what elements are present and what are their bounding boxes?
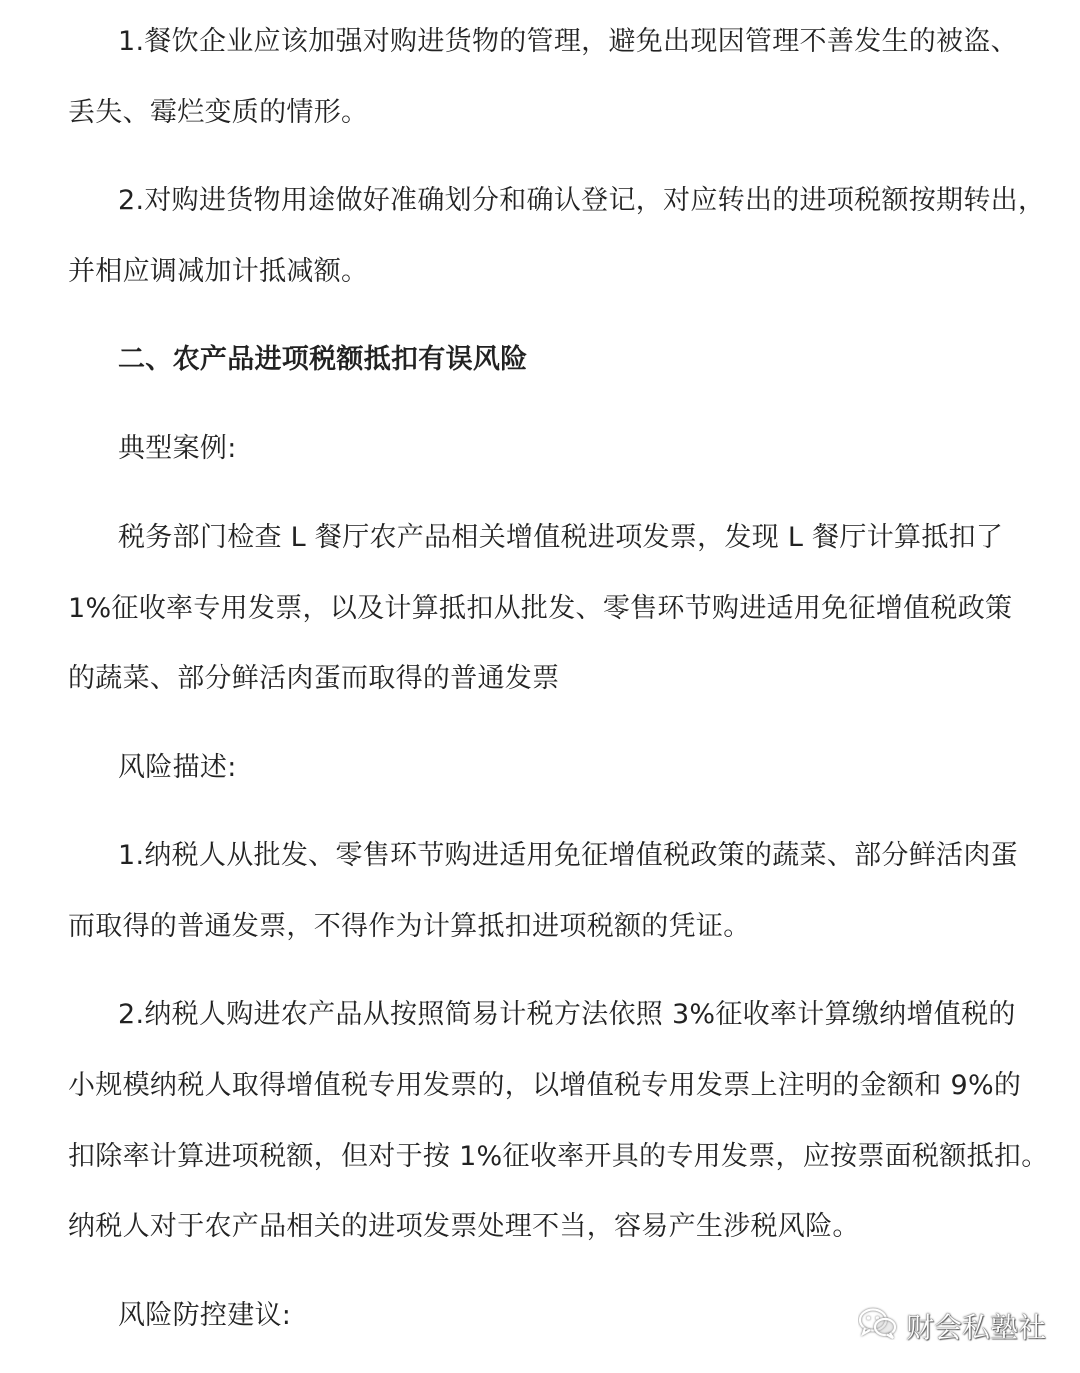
case-line-3: 的蔬菜、部分鲜活肉蛋而取得的普通发票 bbox=[68, 663, 560, 694]
risk-2-line-2: 小规模纳税人取得增值税专用发票的，以增值税专用发票上注明的金额和 9%的 bbox=[68, 1070, 1022, 1101]
watermark-text: 财会私塾社 bbox=[905, 1310, 1046, 1344]
wechat-icon bbox=[858, 1306, 898, 1349]
case-line-1: 税务部门检查 L 餐厅农产品相关增值税进项发票，发现 L 餐厅计算抵扣了 bbox=[118, 522, 1004, 553]
risk-2-line-1: 2.纳税人购进农产品从按照简易计税方法依照 3%征收率计算缴纳增值税的 bbox=[118, 999, 1016, 1030]
risk-2-line-4: 纳税人对于农产品相关的进项发票处理不当，容易产生涉税风险。 bbox=[68, 1211, 860, 1242]
paragraph-2-line-1: 2.对购进货物用途做好准确划分和确认登记，对应转出的进项税额按期转出， bbox=[118, 185, 1046, 216]
watermark bbox=[858, 1306, 1046, 1349]
case-line-2: 1%征收率专用发票，以及计算抵扣从批发、零售环节购进适用免征增值税政策 bbox=[68, 593, 1013, 624]
risk-1-line-2: 而取得的普通发票，不得作为计算抵扣进项税额的凭证。 bbox=[68, 911, 751, 942]
case-label: 典型案例: bbox=[118, 433, 237, 464]
risk-2-line-3: 扣除率计算进项税额，但对于按 1%征收率开具的专用发票，应按票面税额抵扣。 bbox=[68, 1141, 1049, 1172]
paragraph-2-line-2: 并相应调减加计抵减额。 bbox=[68, 256, 369, 287]
section-heading: 二、农产品进项税额抵扣有误风险 bbox=[118, 344, 528, 375]
risk-1-line-1: 1.纳税人从批发、零售环节购进适用免征增值税政策的蔬菜、部分鲜活肉蛋 bbox=[118, 840, 1018, 871]
risk-label: 风险描述: bbox=[118, 752, 237, 783]
advice-label: 风险防控建议: bbox=[118, 1300, 292, 1331]
paragraph-1-line-1: 1.餐饮企业应该加强对购进货物的管理，避免出现因管理不善发生的被盗、 bbox=[118, 26, 1018, 57]
paragraph-1-line-2: 丢失、霉烂变质的情形。 bbox=[68, 97, 369, 128]
